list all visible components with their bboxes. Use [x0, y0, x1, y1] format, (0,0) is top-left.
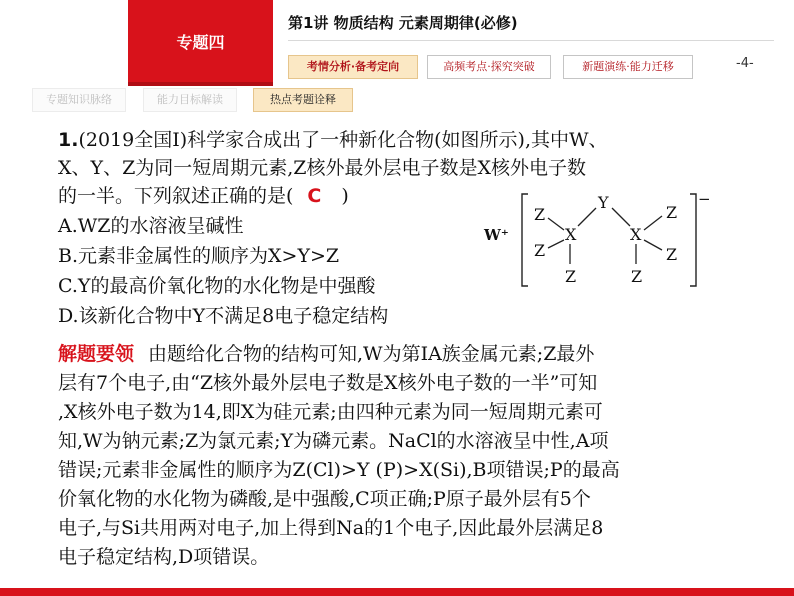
question-text-3: 的一半。下列叙述正确的是( [58, 185, 294, 207]
tab-frequent-topics[interactable]: 高频考点·探究突破 [427, 55, 551, 79]
section-tab-underline [128, 82, 273, 86]
tab-exam-analysis[interactable]: 考情分析·备考定向 [288, 55, 418, 79]
atom-x2: X [630, 225, 642, 244]
question-line-2: X、Y、Z为同一短周期元素,Z核外最外层电子数是X核外电子数 [58, 157, 587, 179]
explanation-text-1: 由题给化合物的结构可知,W为第ⅠA族金属元素;Z最外 [148, 343, 595, 365]
cation-label: W⁺ [484, 226, 509, 244]
question-text-1: (2019全国Ⅰ)科学家合成出了一种新化合物(如图所示),其中W、 [78, 129, 608, 151]
atom-z5: Z [666, 245, 678, 264]
lecture-title: 第1讲 物质结构 元素周期律(必修) [288, 14, 518, 32]
explanation-line-5: 错误;元素非金属性的顺序为Z(Cl)>Y (P)>X(Si),B项错误;P的最高 [58, 459, 620, 481]
explanation-label: 解题要领 [58, 343, 135, 365]
bond-x2-z5 [644, 240, 662, 250]
atom-z6: Z [631, 267, 643, 286]
bond-z2-x1 [548, 240, 564, 248]
structure-diagram [478, 188, 718, 296]
right-bracket [690, 194, 696, 286]
atom-z4: Z [666, 203, 678, 222]
option-b: B.元素非金属性的顺序为X>Y>Z [58, 245, 340, 267]
section-tab-label: 专题四 [176, 33, 225, 52]
explanation-line-4: 知,W为钠元素;Z为氯元素;Y为磷元素。NaCl的水溶液呈中性,A项 [58, 430, 609, 452]
option-d: D.该新化合物中Y不满足8电子稳定结构 [58, 305, 389, 327]
atom-z2: Z [534, 241, 546, 260]
subnav-ability-goals[interactable]: 能力目标解读 [143, 88, 237, 112]
left-bracket [522, 194, 528, 286]
atom-x1: X [565, 225, 577, 244]
question-close-paren: ) [341, 185, 349, 207]
question-line-3 [58, 182, 349, 210]
subnav-knowledge-map[interactable]: 专题知识脉络 [32, 88, 126, 112]
bond-x1-y [578, 208, 596, 226]
bond-y-x2 [612, 208, 630, 226]
atom-z1: Z [534, 205, 546, 224]
answer-letter: C [307, 185, 322, 207]
explanation-line-1 [58, 340, 594, 368]
subnav-hot-questions[interactable]: 热点考题诠释 [253, 88, 353, 112]
tab-new-exercises[interactable]: 新题演练·能力迁移 [563, 55, 693, 79]
option-a: A.WZ的水溶液呈碱性 [58, 215, 244, 237]
anion-charge: − [698, 190, 711, 208]
explanation-line-2: 层有7个电子,由“Z核外最外层电子数是X核外电子数的一半”可知 [58, 372, 598, 394]
question-number: 1. [58, 129, 79, 151]
atom-z3: Z [565, 267, 577, 286]
bottom-bar [0, 588, 794, 596]
explanation-line-8: 电子稳定结构,D项错误。 [58, 546, 270, 568]
explanation-line-7: 电子,与Si共用两对电子,加上得到Na的1个电子,因此最外层满足8 [58, 517, 604, 539]
explanation-line-6: 价氧化物的水化物为磷酸,是中强酸,C项正确;P原子最外层有5个 [58, 488, 591, 510]
header-divider [288, 40, 774, 41]
atom-y: Y [598, 193, 609, 212]
bond-z1-x1 [548, 218, 564, 230]
explanation-line-3: ,X核外电子数为14,即X为硅元素;由四种元素为同一短周期元素可 [58, 401, 603, 423]
question-line-1 [58, 126, 608, 154]
page-number: -4- [736, 56, 754, 71]
option-c: C.Y的最高价氧化物的水化物是中强酸 [58, 275, 376, 297]
bond-x2-z4 [644, 216, 662, 230]
